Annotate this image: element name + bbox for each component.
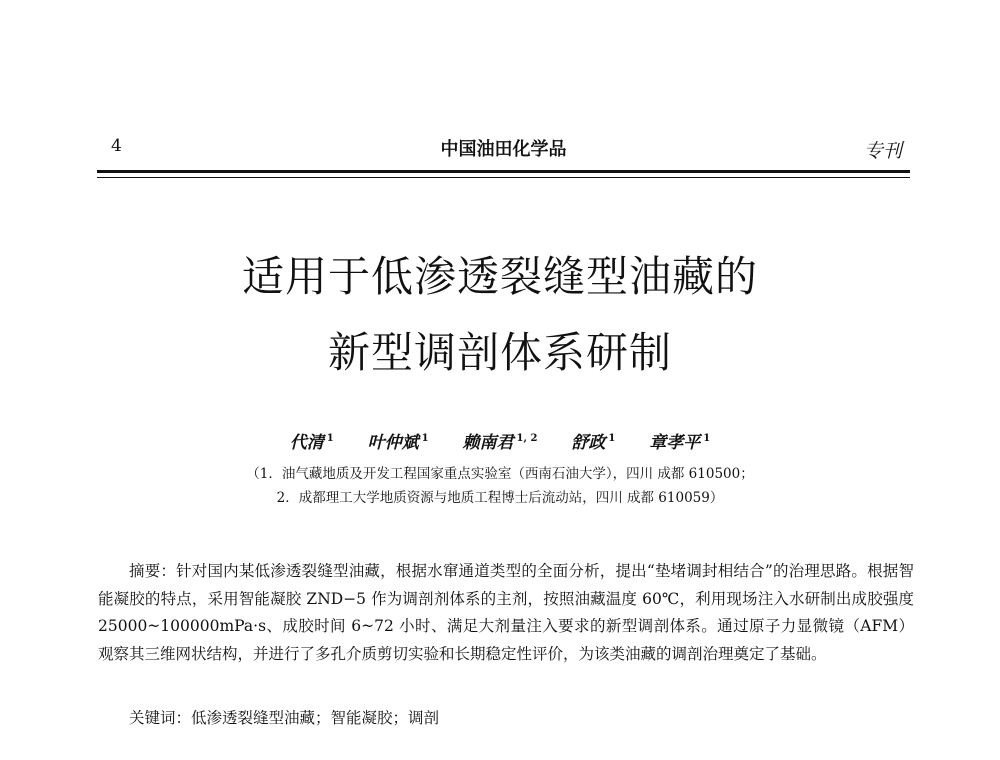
affiliation-line-1: （1．油气藏地质及开发工程国家重点实验室（西南石油大学），四川 成都 610500；: [246, 466, 754, 482]
author: [649, 433, 710, 453]
issue-label: 专刊: [863, 140, 902, 162]
author-affil-mark: 1: [326, 433, 334, 445]
author-name: 叶仲斌: [367, 433, 419, 453]
journal-name: 中国油田化学品: [440, 139, 567, 160]
author: [463, 433, 538, 453]
author-list: [0, 428, 1000, 453]
page-number: 4: [111, 136, 122, 156]
author-name: 舒政: [571, 433, 606, 453]
author-affil-mark: 1: [421, 433, 429, 445]
author: [571, 433, 615, 453]
header-rule-thin: [97, 177, 910, 178]
author-name: 赖南君: [462, 433, 514, 453]
keywords: 关键词：低渗透裂缝型油藏；智能凝胶；调剖: [129, 709, 440, 727]
author-name: 代清: [289, 433, 324, 453]
header-rule-thick: [97, 170, 910, 173]
running-header: [97, 132, 910, 166]
author-name: 章孝平: [649, 433, 701, 453]
article-title-line-2: 新型调剖体系研制: [327, 328, 672, 377]
author-affil-mark: 1: [703, 433, 711, 445]
affiliation-line-2: 2．成都理工大学地质资源与地质工程博士后流动站，四川 成都 610059）: [276, 490, 724, 506]
author: [290, 433, 334, 453]
article-title-line-1: 适用于低渗透裂缝型油藏的: [241, 252, 758, 301]
author-affil-mark: 1, 2: [516, 433, 538, 445]
author: [368, 433, 429, 453]
abstract: 摘要：针对国内某低渗透裂缝型油藏，根据水窜通道类型的全面分析，提出“垫堵调封相结合”的治理思路。根据智能凝胶的特点，采用智能凝胶 ZND−5 作为调剖剂体系的主剂，按照油藏温度 60℃，利用现场注入水研制出成胶强度 25000~100000mPa·s、成胶时间 6~72 小时、满足大剂量注入要求的新型调剖体系。通过原子力显微镜（AFM）观察其三维网状结构，并进行了多孔介质剪切实验和长期稳定性评价，为该类油藏的调剖治理奠定了基础。: [98, 562, 914, 663]
author-affil-mark: 1: [608, 433, 616, 445]
